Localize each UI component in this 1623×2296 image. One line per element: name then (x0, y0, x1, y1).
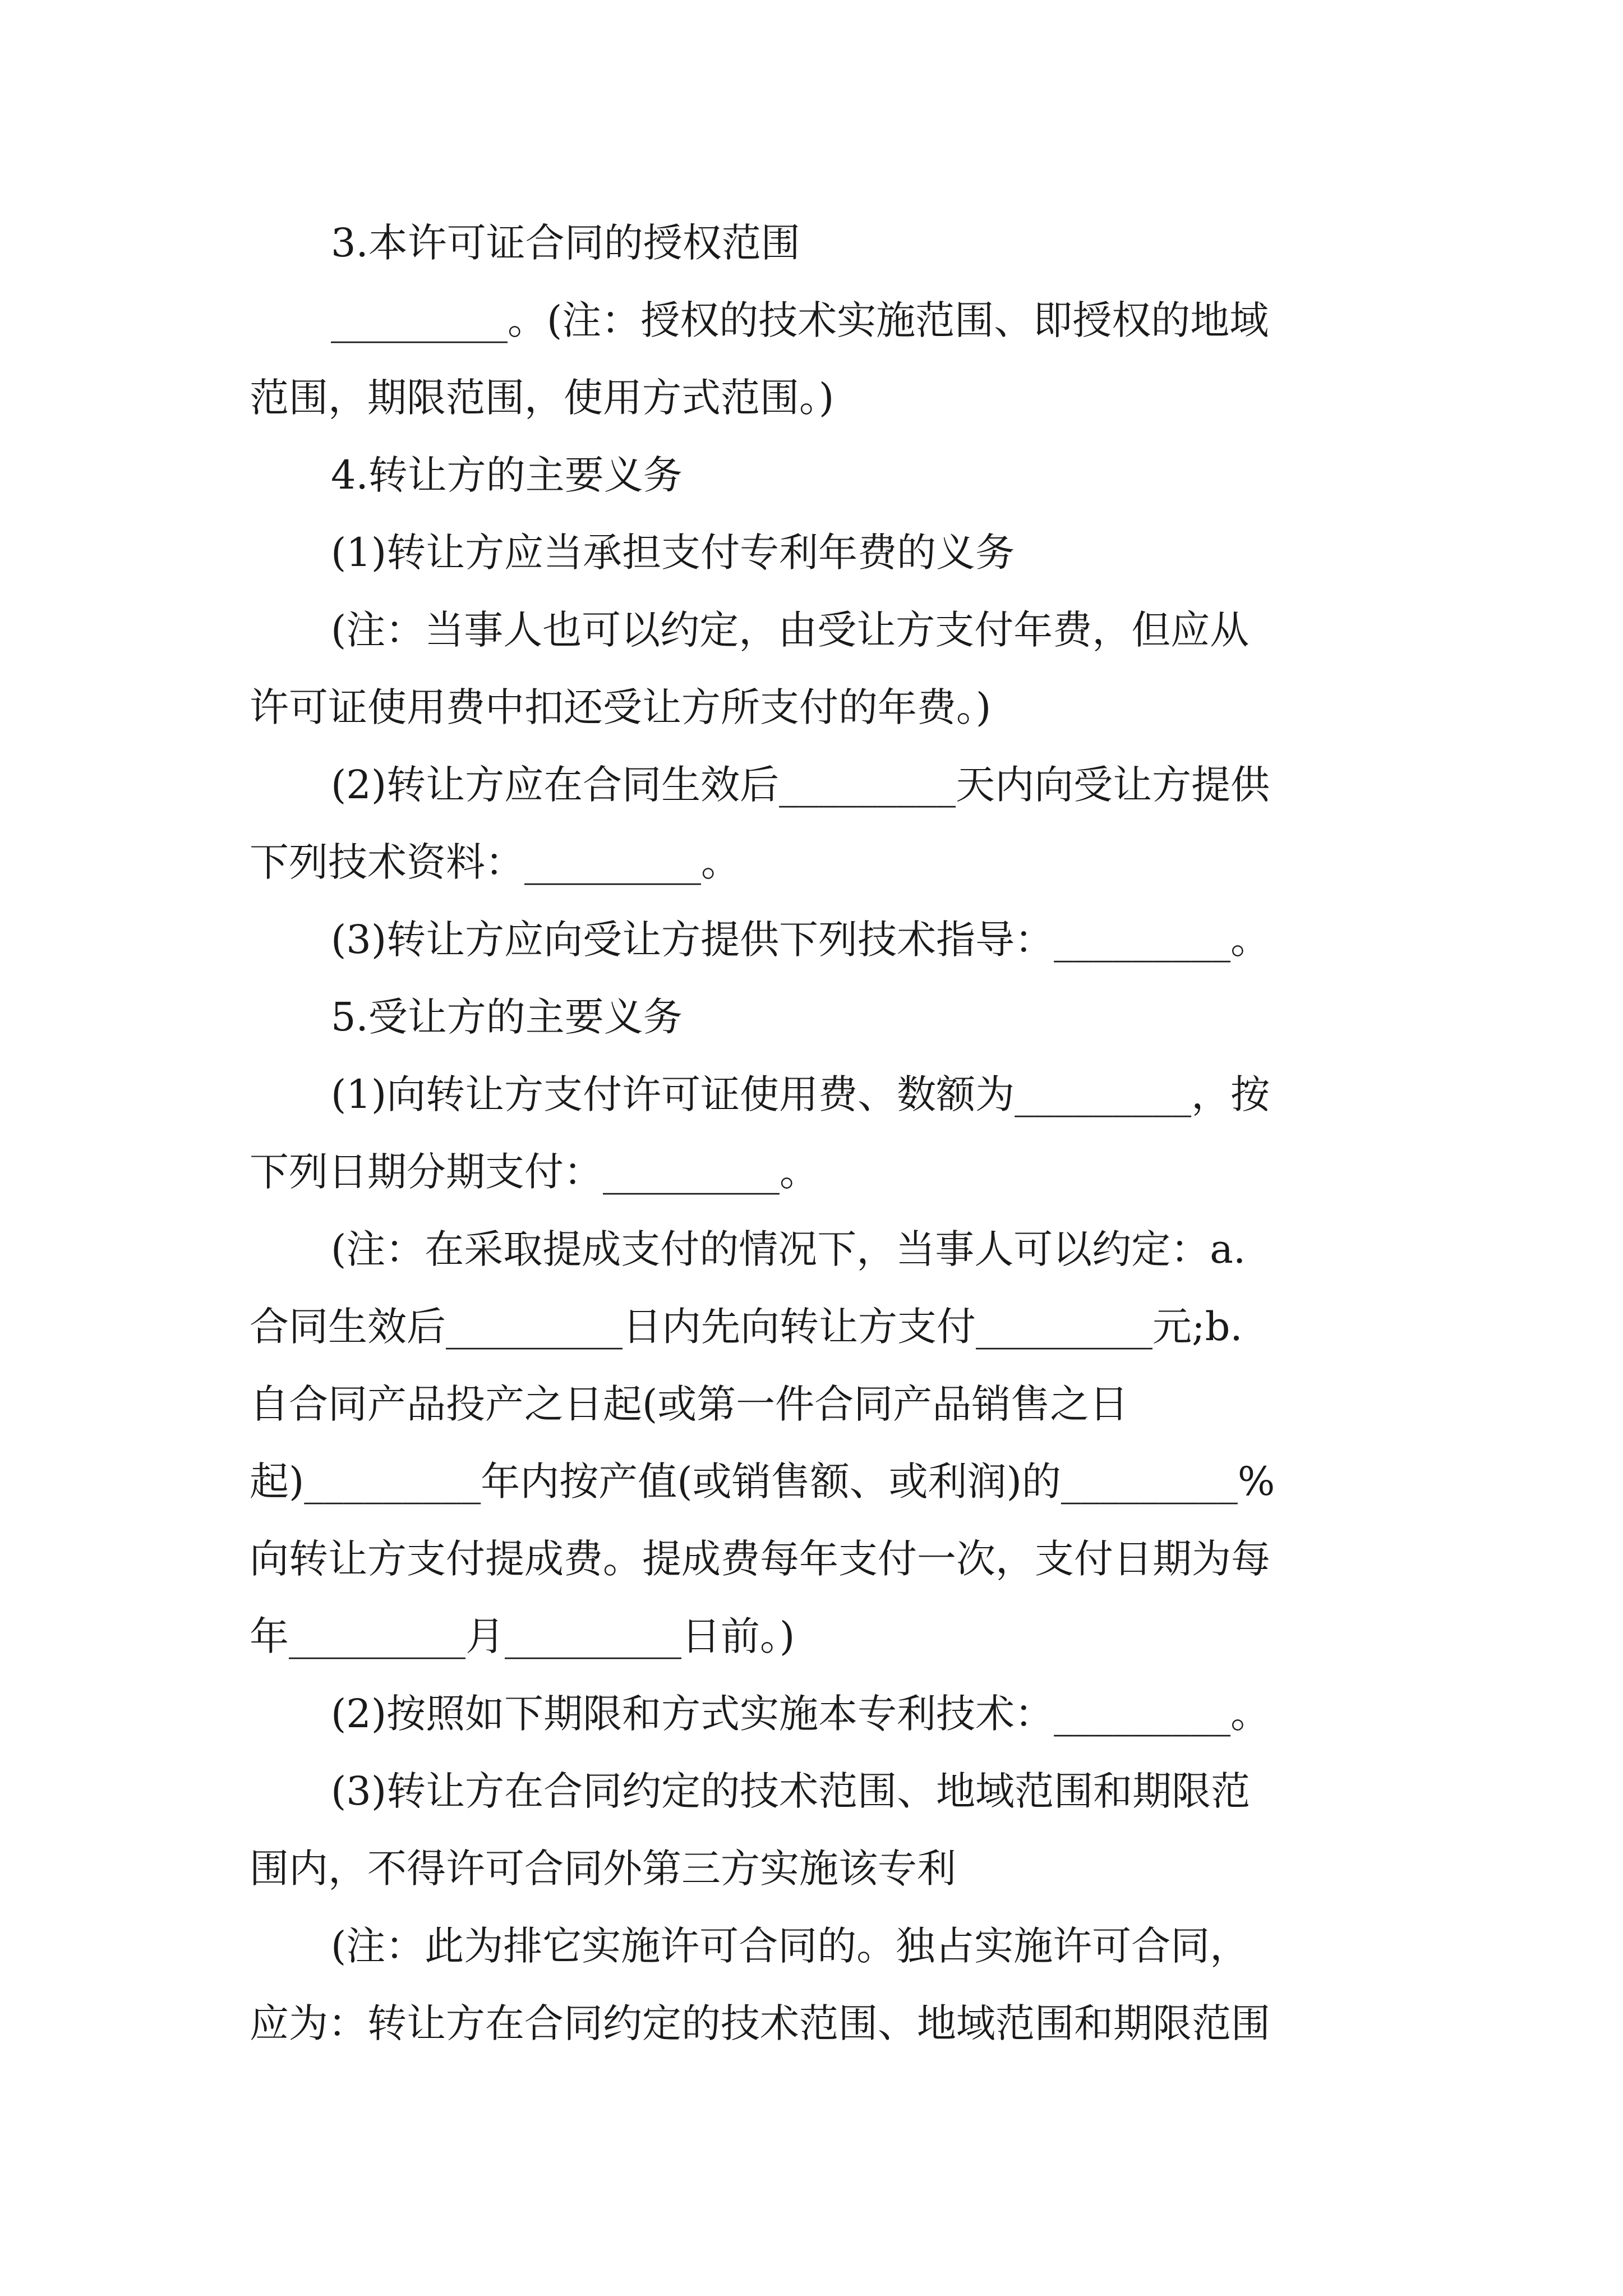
paragraph-line: 向转让方支付提成费。提成费每年支付一次，支付日期为每 (250, 1536, 1270, 1582)
paragraph-line: (1)转让方应当承担支付专利年费的义务 (331, 530, 1015, 576)
section-heading-3: 3.本许可证合同的授权范围 (331, 220, 800, 266)
paragraph-line: 合同生效后_________日内先向转让方支付_________元;b. (250, 1304, 1243, 1350)
paragraph-line: 应为：转让方在合同约定的技术范围、地域范围和期限范围 (250, 2000, 1270, 2046)
paragraph-line: (3)转让方在合同约定的技术范围、地域范围和期限范 (331, 1768, 1251, 1814)
paragraph-line: 自合同产品投产之日起(或第一件合同产品销售之日 (250, 1381, 1129, 1427)
paragraph-line: 起)_________年内按产值(或销售额、或利润)的_________% (250, 1458, 1275, 1504)
paragraph-line: 下列日期分期支付：_________。 (250, 1149, 819, 1195)
paragraph-line: (1)向转让方支付许可证使用费、数额为_________，按 (331, 1071, 1270, 1117)
paragraph-line: 范围，期限范围，使用方式范围。) (250, 375, 834, 421)
section-heading-5: 5.受让方的主要义务 (331, 994, 683, 1040)
paragraph-line: 围内，不得许可合同外第三方实施该专利 (250, 1846, 956, 1892)
paragraph-line: 许可证使用费中扣还受让方所支付的年费。) (250, 684, 992, 730)
paragraph-line: (2)按照如下期限和方式实施本专利技术：_________。 (331, 1691, 1270, 1737)
paragraph-line: (注：在采取提成支付的情况下，当事人可以约定：a. (331, 1226, 1246, 1272)
section-heading-4: 4.转让方的主要义务 (331, 452, 683, 498)
paragraph-line: (2)转让方应在合同生效后_________天内向受让方提供 (331, 762, 1270, 808)
paragraph-line: _________。(注：授权的技术实施范围、即授权的地域 (331, 297, 1269, 343)
paragraph-line: (注：此为排它实施许可合同的。独占实施许可合同， (331, 1923, 1249, 1969)
paragraph-line: 年_________月_________日前。) (250, 1613, 795, 1659)
paragraph-line: 下列技术资料：_________。 (250, 839, 740, 885)
paragraph-line: (注：当事人也可以约定，由受让方支付年费，但应从 (331, 607, 1249, 653)
paragraph-line: (3)转让方应向受让方提供下列技术指导：_________。 (331, 917, 1270, 963)
